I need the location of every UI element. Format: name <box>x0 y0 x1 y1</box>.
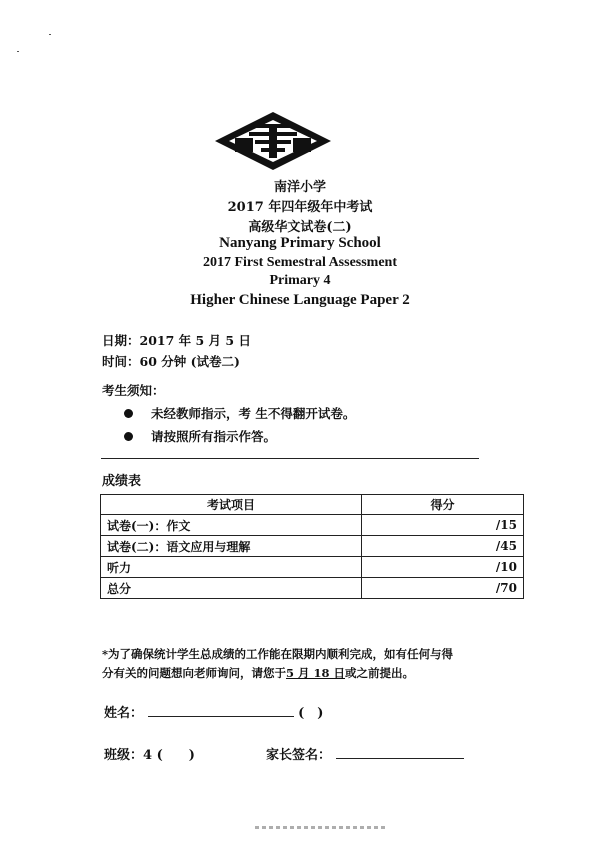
paper-title-cn: 高级华文试卷(二) <box>248 220 352 235</box>
school-name-cn: 南洋小学 <box>273 180 326 195</box>
name-class-number: ( ) <box>298 706 324 721</box>
note-text: 或之前提出。 <box>345 666 415 680</box>
note-line: *为了确保统计学生总成绩的工作能在限期内顺利完成，如有任何与得 <box>102 647 454 661</box>
parent-signature-field <box>266 744 464 763</box>
row-score: /70 <box>362 578 524 599</box>
name-label: 姓名： <box>104 706 144 721</box>
row-item: 试卷(一)：作文 <box>101 515 362 536</box>
note-paragraph <box>102 645 453 683</box>
exam-title-cn: 2017 年四年级年中考试 <box>227 200 373 215</box>
bullet-icon <box>124 409 133 418</box>
column-header-item: 考试项目 <box>101 495 362 515</box>
score-table <box>100 494 524 599</box>
score-table-title: 成绩表 <box>102 474 142 489</box>
scan-speck <box>49 34 51 35</box>
instructions-title: 考生须知： <box>102 383 165 398</box>
note-text: 分有关的问题想向老师询问，请您于 <box>102 666 286 680</box>
scan-footer-mark <box>255 826 385 829</box>
exam-duration: 时间：60 分钟 (试卷二) <box>102 354 240 369</box>
instruction-item <box>124 427 276 445</box>
school-name-en: Nanyang Primary School <box>219 235 381 251</box>
exam-title-en: 2017 First Semestral Assessment <box>202 255 398 270</box>
row-item: 试卷(二)：语文应用与理解 <box>101 536 362 557</box>
name-blank[interactable] <box>148 716 294 717</box>
row-item: 总分 <box>101 578 362 599</box>
class-field: 班级：4 ( ) <box>104 748 195 763</box>
scan-speck <box>17 51 19 52</box>
parent-signature-blank[interactable] <box>336 758 464 759</box>
table-row <box>101 536 524 557</box>
bullet-icon <box>124 432 133 441</box>
level-en: Primary 4 <box>269 273 331 288</box>
table-row <box>101 515 524 536</box>
table-row <box>101 557 524 578</box>
row-score: /15 <box>362 515 524 536</box>
divider <box>101 458 479 459</box>
row-score: /10 <box>362 557 524 578</box>
row-score: /45 <box>362 536 524 557</box>
table-row <box>101 578 524 599</box>
instruction-text: 未经教师指示，考 生不得翻开试卷。 <box>151 406 356 421</box>
school-logo <box>213 110 333 172</box>
row-item: 听力 <box>101 557 362 578</box>
paper-title-en: Higher Chinese Language Paper 2 <box>190 292 410 308</box>
instruction-text: 请按照所有指示作答。 <box>151 429 277 444</box>
instruction-item <box>124 404 355 422</box>
deadline-date: 5 月 18 日 <box>286 666 346 680</box>
parent-signature-label: 家长签名： <box>266 748 332 763</box>
table-header-row <box>101 495 524 515</box>
column-header-score: 得分 <box>362 495 524 515</box>
exam-date: 日期：2017 年 5 月 5 日 <box>102 333 251 348</box>
name-field <box>104 702 323 721</box>
note-line <box>102 664 453 683</box>
